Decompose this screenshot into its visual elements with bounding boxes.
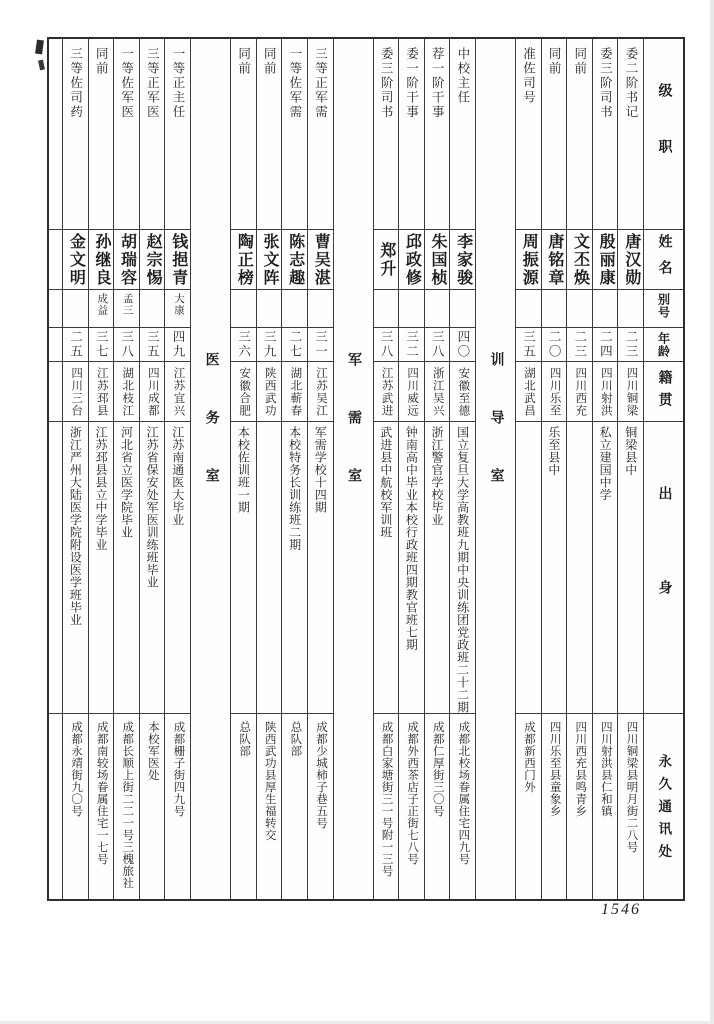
age-cell: 二七 (282, 328, 307, 362)
rank-cell: 一等佐军需 (282, 39, 307, 230)
alias-cell (282, 290, 307, 328)
section-label-column (475, 39, 515, 899)
address-cell: 总队部 (289, 721, 302, 757)
rank-cell: 中校主任 (450, 39, 475, 230)
origin-cell (567, 422, 592, 714)
empty-cell (49, 422, 62, 714)
spare-column (49, 39, 62, 899)
address-cell: 四川乐至县童象乡 (548, 721, 561, 817)
header-native-place: 籍贯 (644, 362, 683, 422)
age-cell: 四〇 (450, 328, 475, 362)
origin-cell (516, 422, 541, 714)
empty-cell (49, 362, 62, 422)
empty-cell (49, 290, 62, 328)
alias-cell (618, 290, 643, 328)
scan-artifact (38, 60, 45, 71)
address-cell: 陕西武功县厚生福转交 (263, 721, 276, 841)
person-column (449, 39, 475, 899)
rank-cell: 同前 (567, 39, 592, 230)
alias-cell (257, 290, 282, 328)
native-place-cell: 湖北枝江 (114, 362, 139, 422)
alias-cell (140, 290, 165, 328)
native-place-cell: 湖北武昌 (516, 362, 541, 422)
person-column (566, 39, 592, 899)
address-cell: 成都外西茶店子正街七八号 (406, 721, 419, 865)
person-column (398, 39, 424, 899)
name-cell: 朱国桢 (425, 230, 450, 290)
origin-cell: 江苏南通医大毕业 (165, 422, 190, 714)
header-origin: 出身 (644, 422, 683, 714)
rank-cell: 三等正军医 (140, 39, 165, 230)
age-cell: 三九 (257, 328, 282, 362)
origin-cell: 河北省立医学院毕业 (114, 422, 139, 714)
empty-cell (49, 39, 62, 230)
age-cell: 三八 (374, 328, 399, 362)
origin-cell: 武进县中航校军训班 (374, 422, 399, 714)
table-header-column (643, 39, 683, 899)
native-place-cell: 安徽合肥 (231, 362, 256, 422)
age-cell: 三六 (231, 328, 256, 362)
native-place-cell: 湖北蕲春 (282, 362, 307, 422)
header-age: 年龄 (644, 328, 683, 362)
person-column (113, 39, 139, 899)
age-cell: 二四 (593, 328, 618, 362)
age-cell: 三二 (399, 328, 424, 362)
origin-cell: 乐至县中 (542, 422, 567, 714)
person-column (62, 39, 88, 899)
rank-cell: 同前 (257, 39, 282, 230)
rank-cell: 委三阶司书 (374, 39, 399, 230)
age-cell: 三一 (308, 328, 333, 362)
scan-edge (710, 0, 714, 1024)
rank-cell: 三等佐司药 (63, 39, 88, 230)
native-place-cell: 安徽至德 (450, 362, 475, 422)
address-cell: 成都白家塘街三一号附一三号 (380, 721, 393, 877)
alias-cell (516, 290, 541, 328)
person-column (164, 39, 190, 899)
origin-cell: 江苏省保安处军医训练班毕业 (140, 422, 165, 714)
name-cell: 文丕焕 (567, 230, 592, 290)
age-cell: 三七 (89, 328, 114, 362)
address-cell: 本校军医处 (146, 721, 159, 781)
age-cell: 三八 (425, 328, 450, 362)
alias-cell (425, 290, 450, 328)
origin-cell: 浙江警官学校毕业 (425, 422, 450, 714)
address-cell: 成都永靖街九〇号 (70, 721, 83, 817)
origin-cell: 铜梁县中 (618, 422, 643, 714)
alias-cell (374, 290, 399, 328)
name-cell: 郑升 (374, 230, 399, 290)
name-cell: 钱挹青 (165, 230, 190, 290)
age-cell: 二五 (63, 328, 88, 362)
person-column (307, 39, 333, 899)
empty-cell (49, 328, 62, 362)
address-cell: 四川射洪县仁和镇 (599, 721, 612, 817)
origin-cell: 军需学校十四期 (308, 422, 333, 714)
native-place-cell: 江苏邳县 (89, 362, 114, 422)
person-column (373, 39, 399, 899)
alias-cell: 孟三 (114, 290, 139, 328)
rank-cell: 准佐司号 (516, 39, 541, 230)
rank-cell: 同前 (89, 39, 114, 230)
name-cell: 张文阵 (257, 230, 282, 290)
section-label: 训导室 (488, 352, 504, 526)
rank-cell: 委三阶司书 (593, 39, 618, 230)
alias-cell (308, 290, 333, 328)
address-cell: 成都仁厚街三〇号 (431, 721, 444, 817)
alias-cell (63, 290, 88, 328)
section-label: 军需室 (346, 352, 362, 526)
origin-cell: 本校特务长训练班二期 (282, 422, 307, 714)
native-place-cell: 四川乐至 (542, 362, 567, 422)
address-cell: 成都长顺上街二二一号三槐旅社 (121, 721, 134, 889)
age-cell: 二三 (567, 328, 592, 362)
native-place-cell: 江苏吴江 (308, 362, 333, 422)
rank-cell: 一等正主任 (165, 39, 190, 230)
name-cell: 曹吴湛 (308, 230, 333, 290)
rank-cell: 荐一阶干事 (425, 39, 450, 230)
rank-cell: 三等正军需 (308, 39, 333, 230)
address-cell: 成都新西门外 (523, 721, 535, 793)
origin-cell: 私立建国中学 (593, 422, 618, 714)
page-number: 1546 (601, 901, 641, 918)
person-column (256, 39, 282, 899)
name-cell: 胡瑞容 (114, 230, 139, 290)
origin-cell: 本校佐训班一期 (231, 422, 256, 714)
person-column (592, 39, 618, 899)
name-cell: 陈志趣 (282, 230, 307, 290)
address-cell: 总队部 (238, 721, 251, 757)
section-label: 医务室 (203, 352, 219, 526)
person-column (424, 39, 450, 899)
person-column (617, 39, 643, 899)
age-cell: 二〇 (542, 328, 567, 362)
person-column (281, 39, 307, 899)
person-column (515, 39, 541, 899)
native-place-cell: 陕西武功 (257, 362, 282, 422)
alias-cell (542, 290, 567, 328)
header-address: 永久通讯处 (656, 753, 672, 867)
address-cell: 成都少城柿子巷五号 (314, 721, 327, 829)
alias-cell: 成益 (89, 290, 114, 328)
name-cell: 邱政修 (399, 230, 424, 290)
empty-cell (49, 230, 62, 290)
header-rank: 级职 (644, 39, 683, 230)
native-place-cell: 浙江吴兴 (425, 362, 450, 422)
native-place-cell: 四川射洪 (593, 362, 618, 422)
origin-cell: 江苏邳县县立中学毕业 (89, 422, 114, 714)
origin-cell (257, 422, 282, 714)
native-place-cell: 江苏武进 (374, 362, 399, 422)
address-cell: 四川西充县鸣青乡 (574, 721, 587, 817)
name-cell: 周振源 (516, 230, 541, 290)
origin-cell: 国立复旦大学高教班九期中央训练团党政班二十二期 (450, 422, 475, 714)
age-cell: 三五 (140, 328, 165, 362)
age-cell: 三五 (516, 328, 541, 362)
alias-cell (567, 290, 592, 328)
alias-cell: 大康 (165, 290, 190, 328)
age-cell: 二三 (618, 328, 643, 362)
name-cell: 金文明 (63, 230, 88, 290)
native-place-cell: 四川西充 (567, 362, 592, 422)
alias-cell (593, 290, 618, 328)
native-place-cell: 江苏宜兴 (165, 362, 190, 422)
person-column (139, 39, 165, 899)
alias-cell (231, 290, 256, 328)
person-column (541, 39, 567, 899)
name-cell: 唐铭章 (542, 230, 567, 290)
alias-cell (399, 290, 424, 328)
name-cell: 殷丽康 (593, 230, 618, 290)
name-cell: 陶正榜 (231, 230, 256, 290)
header-name: 姓名 (644, 230, 683, 290)
address-cell: 四川铜梁县明月街二八号 (625, 721, 638, 853)
origin-cell: 钟南高中毕业本校行政班四期教官班七期 (399, 422, 424, 714)
age-cell: 三八 (114, 328, 139, 362)
rank-cell: 同前 (231, 39, 256, 230)
rank-cell: 委二阶书记 (618, 39, 643, 230)
person-column (230, 39, 256, 899)
rank-cell: 同前 (542, 39, 567, 230)
name-cell: 孙继良 (89, 230, 114, 290)
address-cell: 成都南较场眷属住宅一七号 (95, 721, 108, 865)
section-label-column (190, 39, 230, 899)
native-place-cell: 四川威远 (399, 362, 424, 422)
alias-cell (450, 290, 475, 328)
name-cell: 赵宗惕 (140, 230, 165, 290)
origin-cell: 浙江严州大陆医学院附设医学班毕业 (63, 422, 88, 714)
empty-cell (49, 714, 62, 899)
scan-artifact (35, 40, 44, 55)
personnel-table (47, 37, 685, 901)
person-column (88, 39, 114, 899)
rank-cell: 一等佐军医 (114, 39, 139, 230)
native-place-cell: 四川铜梁 (618, 362, 643, 422)
age-cell: 四九 (165, 328, 190, 362)
address-cell: 成都北校场眷属住宅四九号 (457, 721, 470, 865)
native-place-cell: 四川成都 (140, 362, 165, 422)
name-cell: 李家骏 (450, 230, 475, 290)
native-place-cell: 四川三台 (63, 362, 88, 422)
header-alias: 别号 (644, 290, 683, 328)
name-cell: 唐汉勋 (618, 230, 643, 290)
address-cell: 成都栅子街四九号 (172, 721, 185, 817)
rank-cell: 委一阶干事 (399, 39, 424, 230)
section-label-column (333, 39, 373, 899)
